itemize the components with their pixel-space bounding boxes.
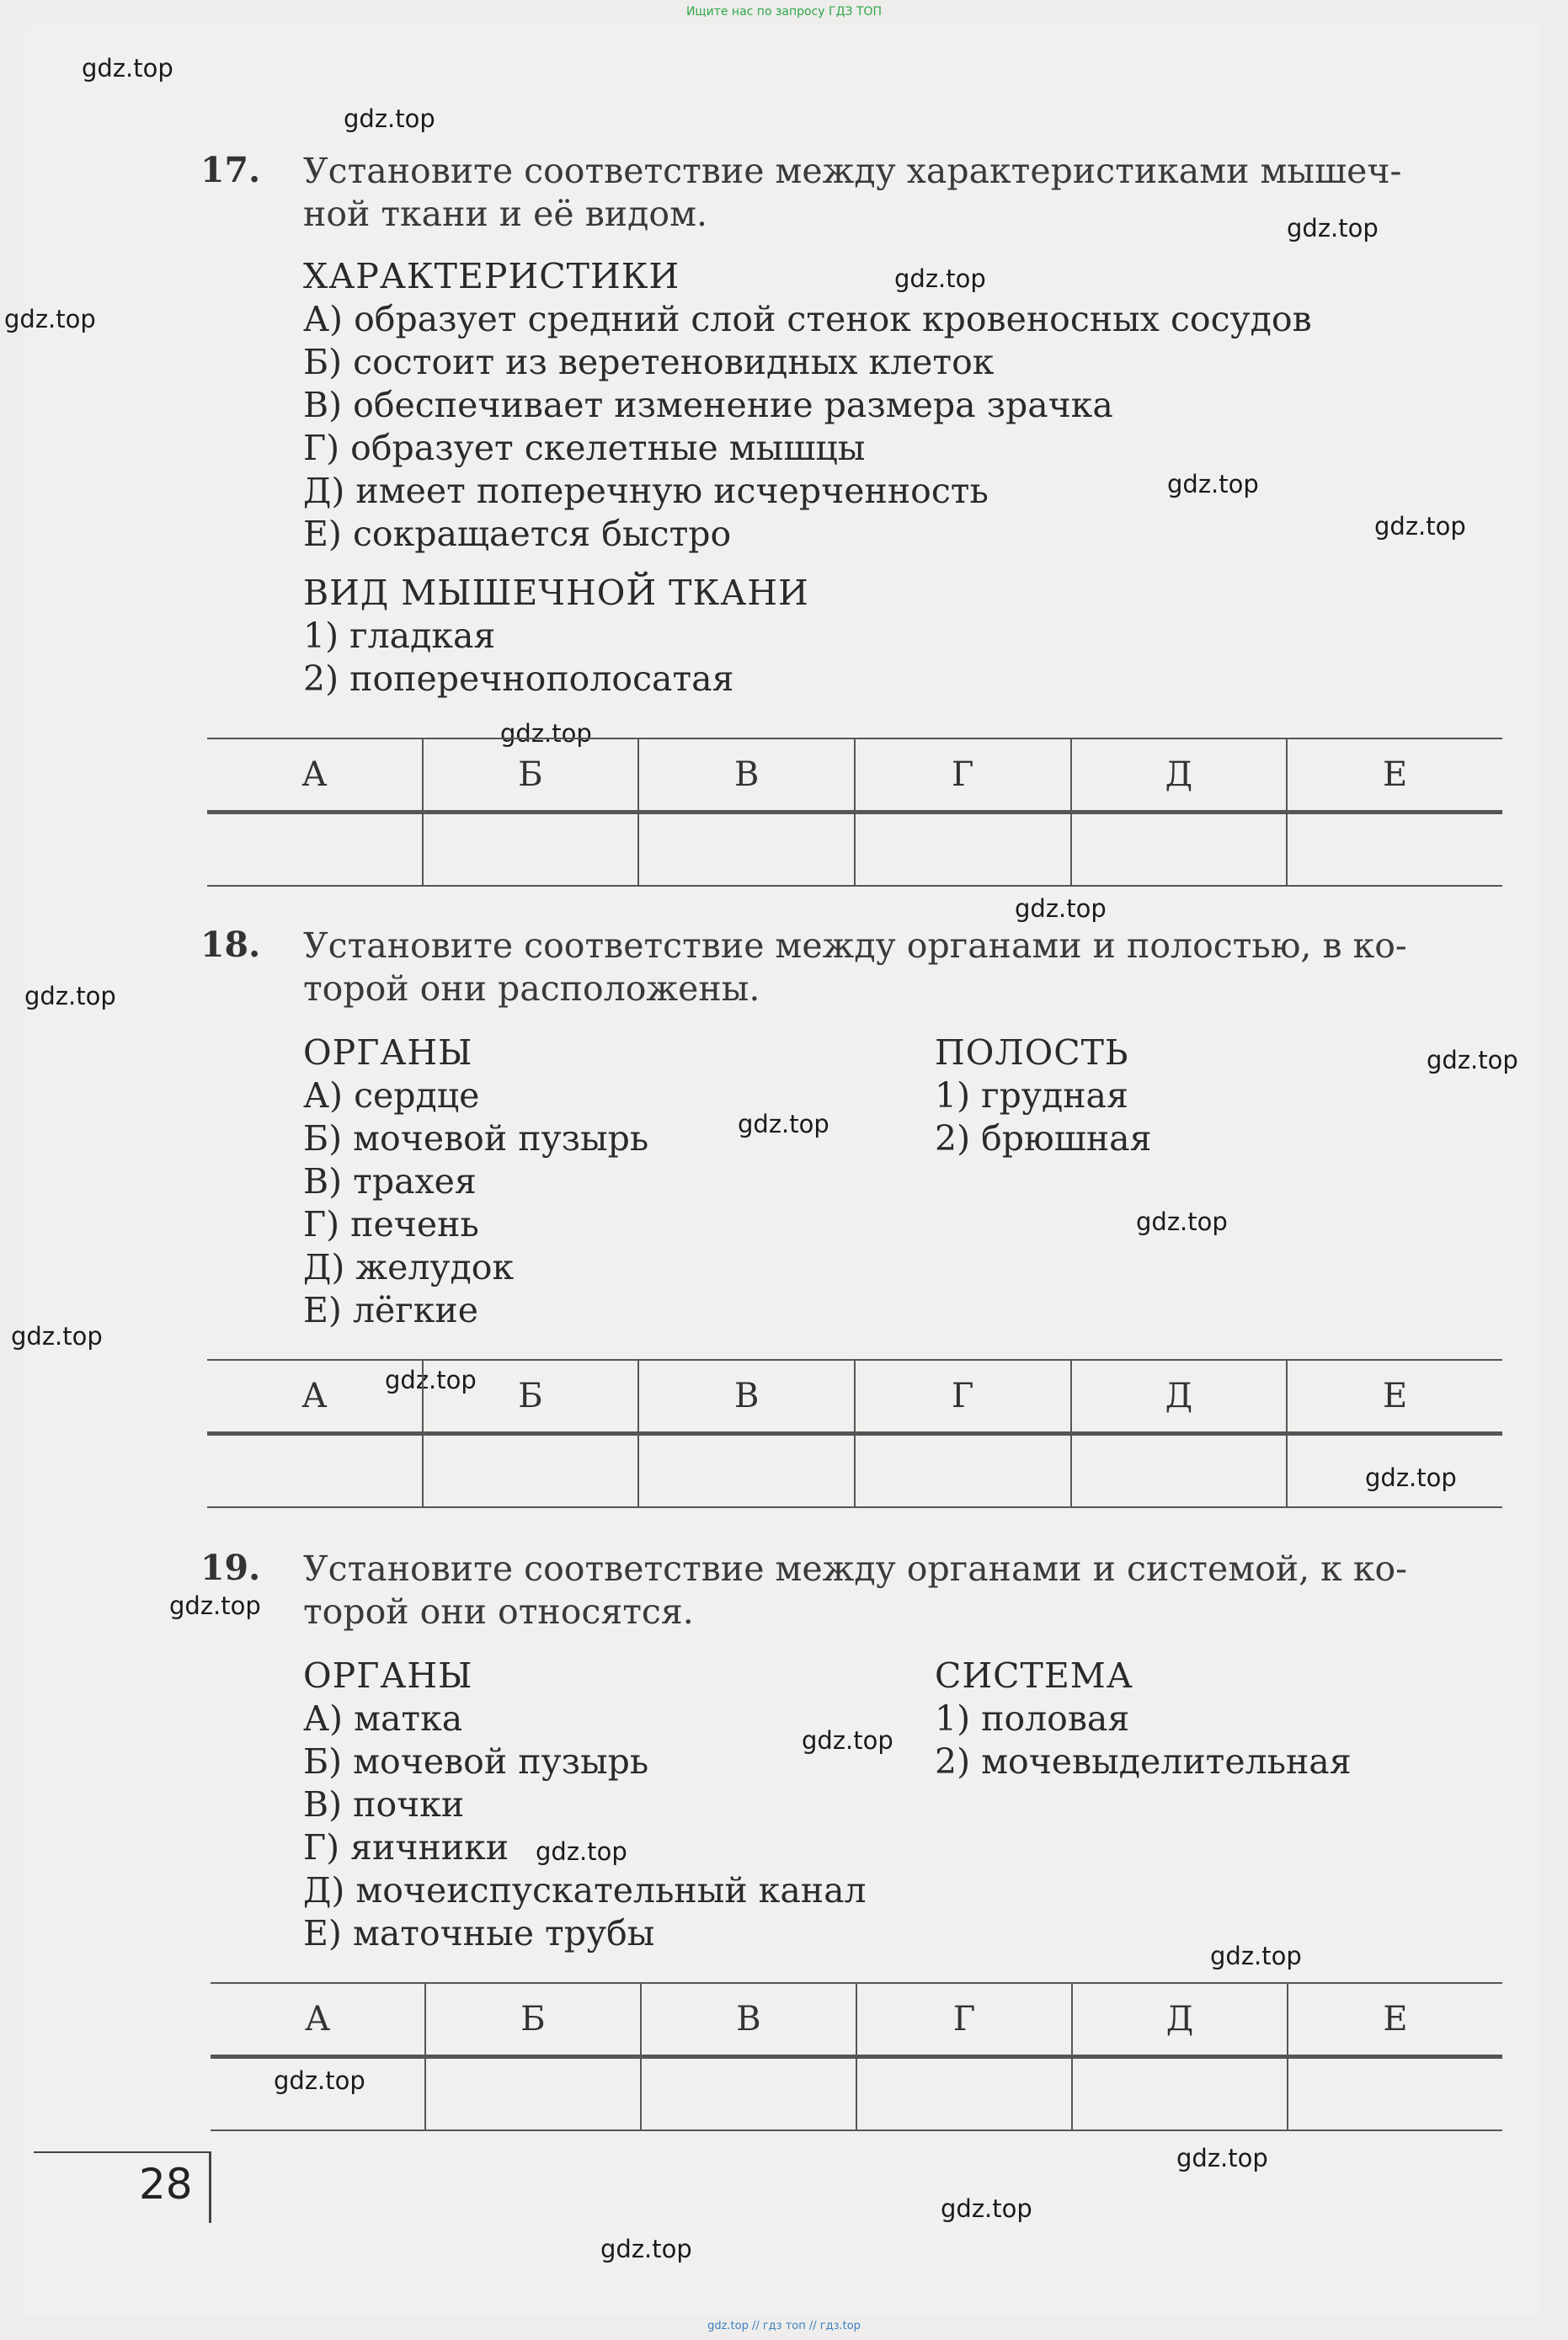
- list-item: 2) брюшная: [935, 1118, 1152, 1159]
- tissue-type-heading: ВИД МЫШЕЧНОЙ ТКАНИ: [303, 573, 809, 613]
- table-header-cell: А: [207, 1361, 423, 1434]
- table-header-cell: Д: [1071, 1361, 1288, 1434]
- list-item: А) матка: [303, 1698, 463, 1739]
- table-header-cell: А: [211, 1984, 425, 2057]
- watermark: gdz.top: [941, 2194, 1032, 2223]
- question-line: торой они расположены.: [303, 968, 760, 1009]
- watermark: gdz.top: [500, 719, 592, 748]
- watermark: gdz.top: [1176, 2144, 1268, 2172]
- table-header-cell: Д: [1071, 739, 1288, 813]
- answer-cell[interactable]: [423, 1434, 639, 1507]
- right-column: [935, 1031, 1152, 1160]
- answer-cell[interactable]: [1287, 1434, 1502, 1507]
- question-line: торой они относятся.: [303, 1591, 694, 1632]
- watermark: gdz.top: [1136, 1207, 1228, 1236]
- table-header-row: [211, 1984, 1502, 2057]
- task-number: 18.: [200, 925, 261, 965]
- table-header-cell: Е: [1288, 1984, 1502, 2057]
- table-answer-row: [207, 1434, 1502, 1507]
- watermark: gdz.top: [894, 264, 986, 293]
- watermark: gdz.top: [1210, 1942, 1302, 1970]
- watermark: gdz.top: [344, 104, 435, 133]
- table-header-row: [207, 739, 1502, 813]
- watermark: gdz.top: [1374, 512, 1466, 541]
- system-heading: СИСТЕМА: [935, 1655, 1133, 1696]
- answer-cell[interactable]: [425, 2057, 641, 2130]
- table-header-cell: Е: [1287, 739, 1502, 813]
- watermark: gdz.top: [169, 1591, 261, 1620]
- task-number: 19.: [200, 1548, 261, 1588]
- page-number-divider: [209, 2151, 211, 2223]
- page-number: 28: [139, 2160, 193, 2209]
- list-item: В) почки: [303, 1784, 465, 1825]
- cavity-heading: ПОЛОСТЬ: [935, 1032, 1129, 1073]
- answer-cell[interactable]: [641, 2057, 856, 2130]
- watermark: gdz.top: [600, 2235, 692, 2263]
- answer-cell[interactable]: [638, 813, 855, 886]
- list-item: Б) состоит из веретеновидных клеток: [303, 342, 995, 382]
- list-item: В) трахея: [303, 1161, 477, 1202]
- task-question: [202, 925, 1499, 1010]
- list-item: А) сердце: [303, 1075, 480, 1116]
- answer-cell[interactable]: [638, 1434, 855, 1507]
- answer-cell[interactable]: [1071, 813, 1288, 886]
- table-header-row: [207, 1361, 1502, 1434]
- watermark: gdz.top: [738, 1110, 829, 1138]
- list-item: Г) образует скелетные мышцы: [303, 428, 866, 468]
- answer-cell[interactable]: [207, 813, 423, 886]
- organs-heading: ОРГАНЫ: [303, 1655, 473, 1696]
- right-column: [935, 1654, 1352, 1783]
- watermark: gdz.top: [802, 1726, 893, 1755]
- task-17: [202, 150, 1499, 701]
- table-header-cell: Г: [856, 1984, 1072, 2057]
- table-header-cell: Б: [425, 1984, 641, 2057]
- watermark: gdz.top: [1167, 470, 1259, 498]
- list-item: Г) печень: [303, 1204, 479, 1245]
- answer-cell[interactable]: [1072, 2057, 1288, 2130]
- task-number: 17.: [200, 150, 261, 190]
- list-item: Е) сокращается быстро: [303, 514, 732, 554]
- answer-cell[interactable]: [211, 2057, 425, 2130]
- watermark: gdz.top: [11, 1322, 103, 1351]
- answer-table-18: [207, 1359, 1502, 1508]
- answer-cell[interactable]: [423, 813, 639, 886]
- answer-cell[interactable]: [1287, 813, 1502, 886]
- list-item: Б) мочевой пузырь: [303, 1741, 649, 1782]
- list-item: В) обеспечивает изменение размера зрачка: [303, 385, 1113, 425]
- answer-cell[interactable]: [856, 2057, 1072, 2130]
- table-header-cell: Е: [1287, 1361, 1502, 1434]
- table-header-cell: Г: [855, 1361, 1071, 1434]
- list-item: Г) яичники: [303, 1827, 509, 1868]
- table-header-cell: Б: [423, 739, 639, 813]
- question-line: Установите соответствие между органами и системой, к ко-: [303, 1548, 1407, 1589]
- answer-cell[interactable]: [207, 1434, 423, 1507]
- watermark: gdz.top: [536, 1837, 627, 1866]
- list-item: Д) мочеиспускательный канал: [303, 1870, 867, 1911]
- answer-table-17: [207, 738, 1502, 887]
- watermark: gdz.top: [1015, 894, 1107, 923]
- watermark: gdz.top: [82, 54, 173, 83]
- table-header-cell: В: [638, 1361, 855, 1434]
- list-item: Е) лёгкие: [303, 1290, 478, 1330]
- two-column-lists: [202, 1031, 1499, 1332]
- table-header-cell: Д: [1072, 1984, 1288, 2057]
- organs-heading: ОРГАНЫ: [303, 1032, 473, 1073]
- table-header-cell: Г: [855, 739, 1071, 813]
- list-item: А) образует средний слой стенок кровеносных сосудов: [303, 299, 1312, 339]
- watermark: gdz.top: [1427, 1046, 1518, 1074]
- table-answer-row: [207, 813, 1502, 886]
- task-question: [202, 1548, 1499, 1634]
- list-item: 2) мочевыделительная: [935, 1741, 1352, 1782]
- table-header-cell: Б: [423, 1361, 639, 1434]
- list-item: Д) желудок: [303, 1247, 515, 1287]
- table-header-cell: В: [638, 739, 855, 813]
- task-question: [202, 150, 1499, 236]
- bottom-banner[interactable]: gdz.top // гдз топ // гдз.top: [707, 2320, 861, 2332]
- characteristics-heading: ХАРАКТЕРИСТИКИ: [303, 256, 680, 296]
- two-column-lists: [202, 1654, 1499, 1955]
- watermark: gdz.top: [4, 305, 96, 333]
- watermark: gdz.top: [24, 982, 116, 1010]
- answer-cell[interactable]: [1288, 2057, 1502, 2130]
- list-item: 2) поперечнополосатая: [303, 658, 734, 699]
- question-line: Установите соответствие между характеристиками мышеч-: [303, 151, 1402, 191]
- list-item: 1) гладкая: [303, 616, 496, 656]
- question-line: ной ткани и её видом.: [303, 194, 707, 234]
- list-item: 1) половая: [935, 1698, 1130, 1739]
- question-line: Установите соответствие между органами и полостью, в ко-: [303, 925, 1407, 966]
- list-item: Е) маточные трубы: [303, 1913, 655, 1954]
- answer-table-19: [211, 1982, 1502, 2131]
- watermark: gdz.top: [274, 2066, 365, 2095]
- page-number-rule: [34, 2151, 211, 2153]
- list-item: Б) мочевой пузырь: [303, 1118, 649, 1159]
- table-header-cell: В: [641, 1984, 856, 2057]
- watermark: gdz.top: [385, 1366, 477, 1394]
- watermark: gdz.top: [1287, 214, 1379, 243]
- task-19: [202, 1548, 1499, 1955]
- table-header-cell: А: [207, 739, 423, 813]
- answer-cell[interactable]: [1071, 1434, 1288, 1507]
- watermark: gdz.top: [1365, 1463, 1457, 1492]
- answer-cell[interactable]: [855, 813, 1071, 886]
- top-banner[interactable]: Ищите нас по запросу ГДЗ ТОП: [685, 5, 883, 19]
- list-item: 1) грудная: [935, 1075, 1128, 1116]
- table-answer-row: [211, 2057, 1502, 2130]
- list-item: Д) имеет поперечную исчерченность: [303, 471, 989, 511]
- answer-cell[interactable]: [855, 1434, 1071, 1507]
- task-18: [202, 925, 1499, 1332]
